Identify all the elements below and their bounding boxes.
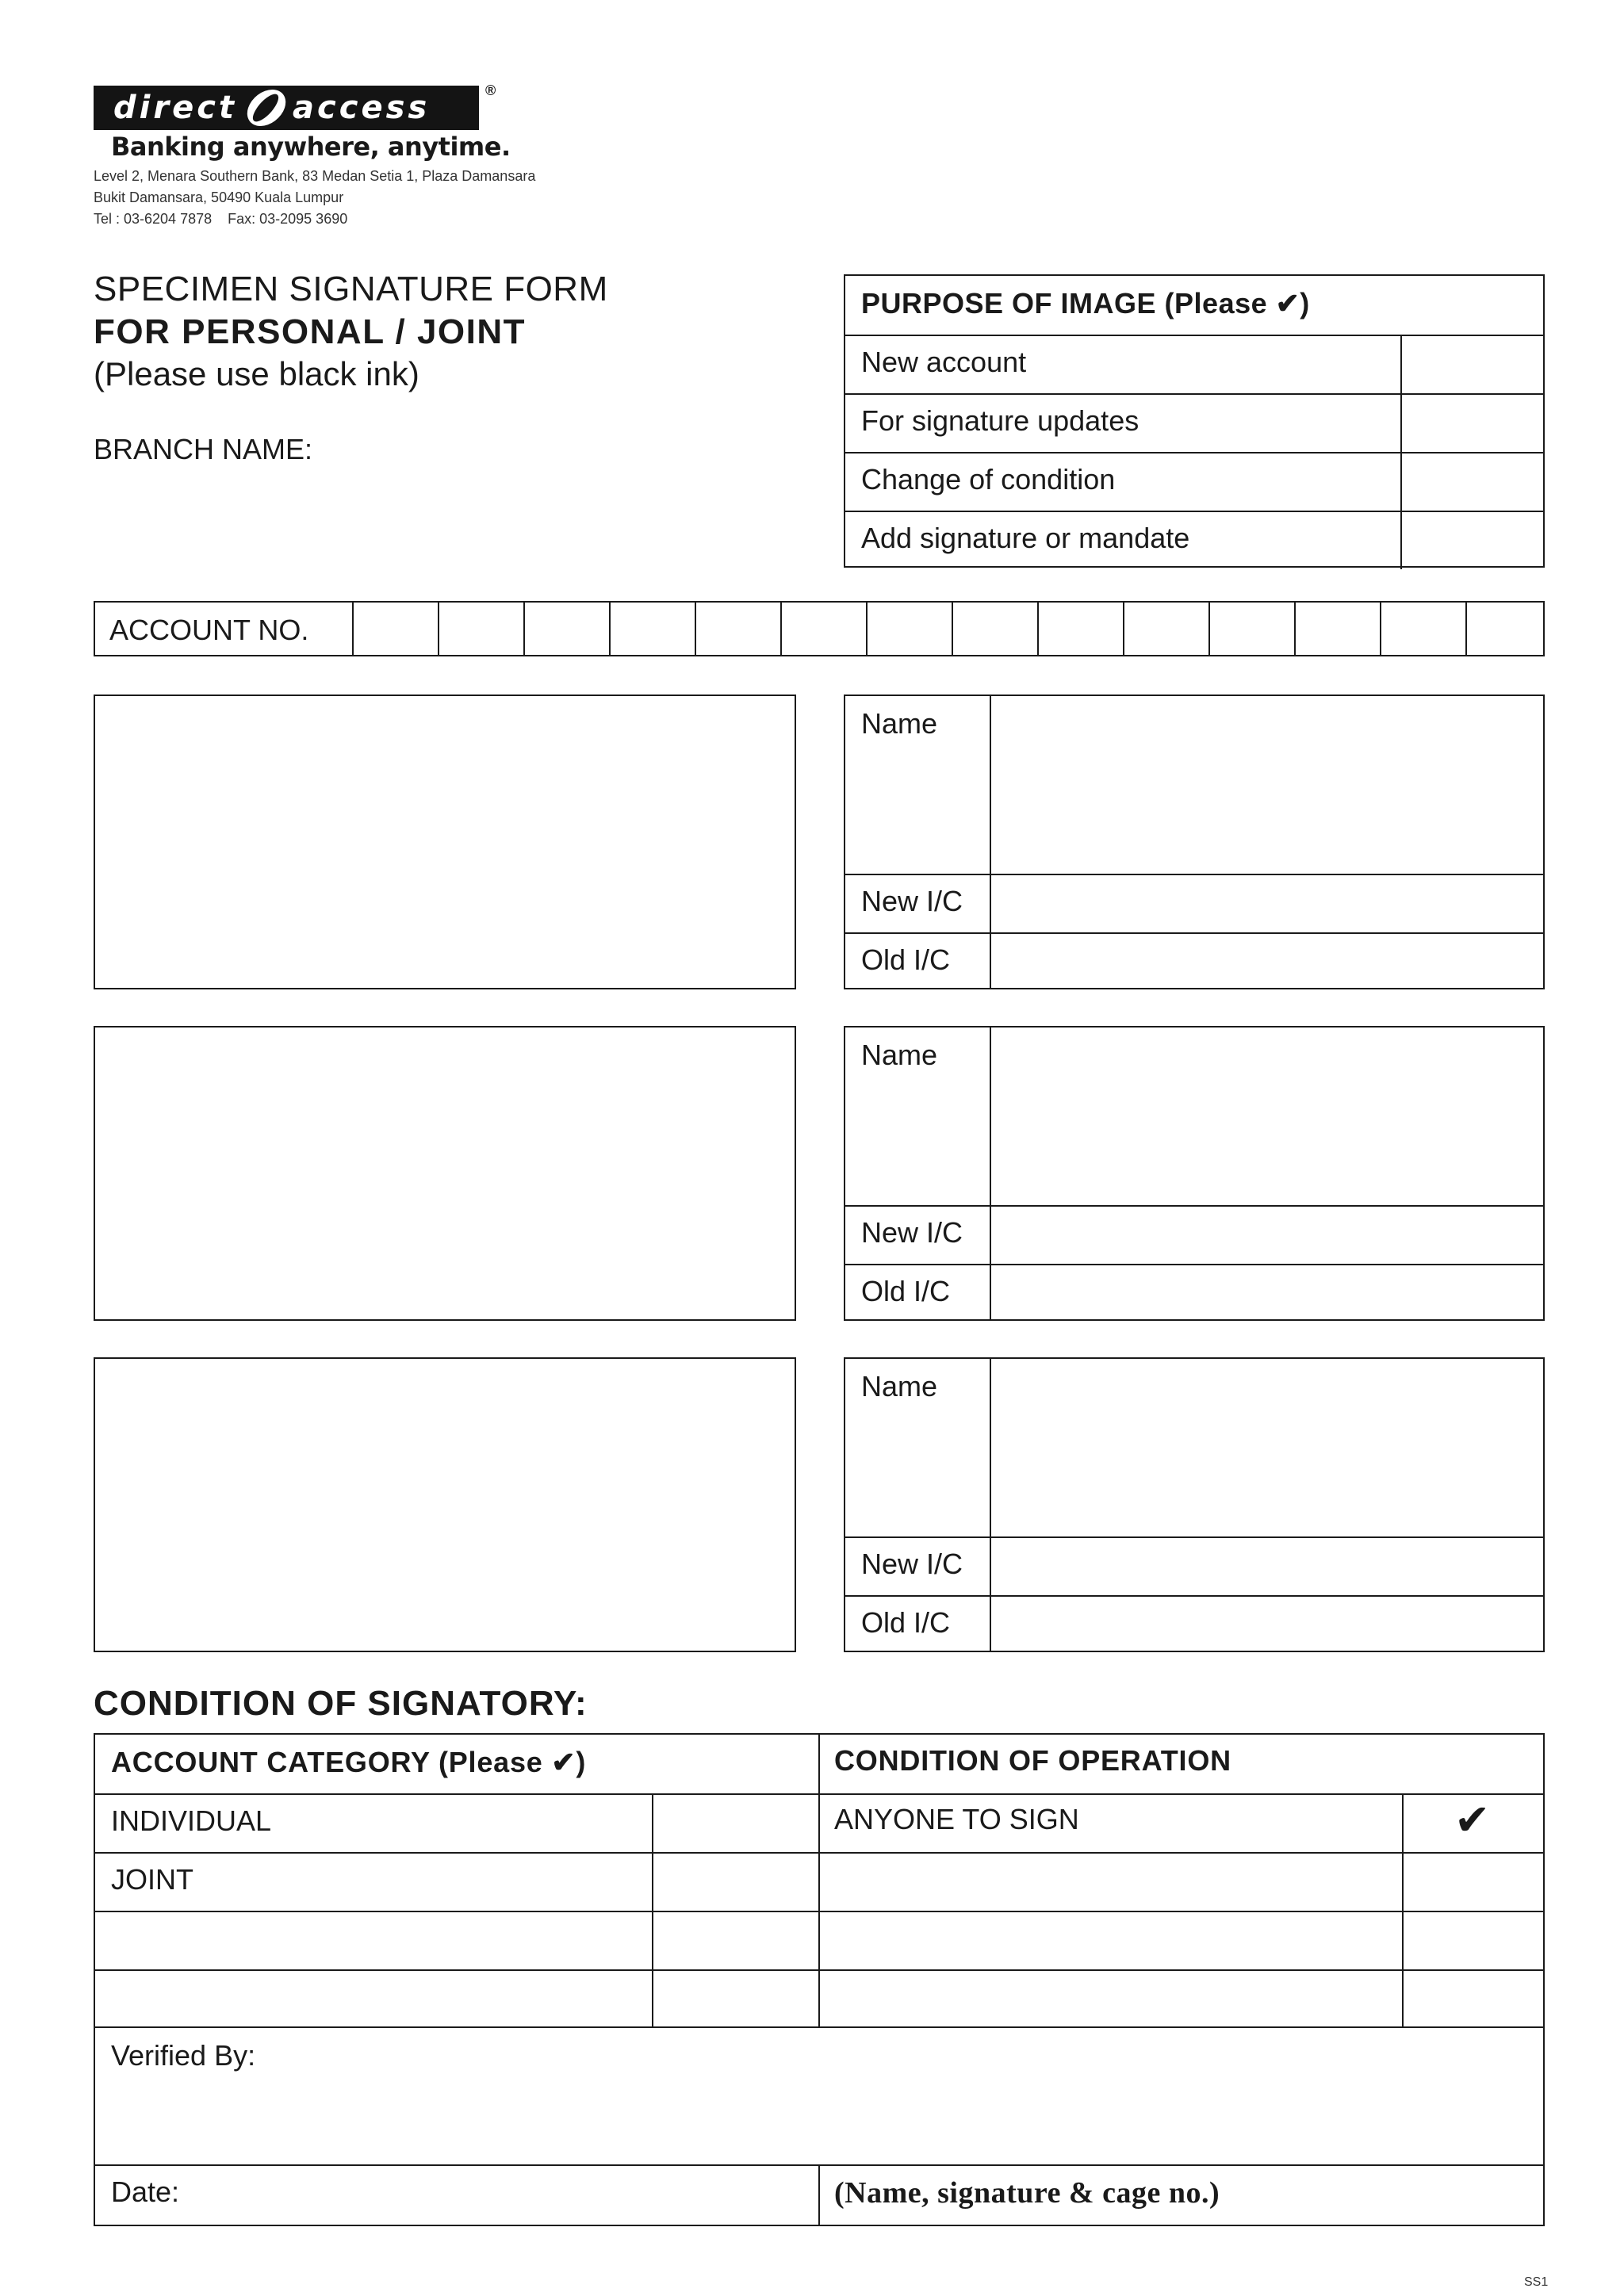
logo-word-access: access <box>293 90 431 126</box>
category-individual: INDIVIDUAL <box>111 1804 272 1837</box>
account-digit-cell-2[interactable] <box>439 603 523 655</box>
name-field-1[interactable] <box>991 696 1545 874</box>
account-number-row <box>94 601 1545 656</box>
old-ic-label: Old I/C <box>861 1275 951 1307</box>
category-checkbox-4[interactable] <box>653 1971 817 2026</box>
form-code: SS1 <box>1524 2275 1549 2289</box>
purpose-option-add-signature: Add signature or mandate <box>861 522 1190 554</box>
form-instruction: (Please use black ink) <box>94 355 419 392</box>
category-joint: JOINT <box>111 1863 193 1896</box>
verified-by-label: Verified By: <box>111 2039 256 2072</box>
name-field-2[interactable] <box>991 1027 1545 1205</box>
date-field[interactable] <box>95 2166 818 2226</box>
signatory-details-1 <box>844 695 1545 989</box>
address-line-2: Bukit Damansara, 50490 Kuala Lumpur <box>94 189 344 205</box>
name-label: Name <box>861 1039 938 1071</box>
old-ic-label: Old I/C <box>861 1606 951 1639</box>
operation-anyone-to-sign: ANYONE TO SIGN <box>834 1803 1079 1835</box>
date-label: Date: <box>111 2175 180 2208</box>
form-subtitle: FOR PERSONAL / JOINT <box>94 312 527 351</box>
old-ic-field-2[interactable] <box>991 1265 1545 1321</box>
condition-operation-header: CONDITION OF OPERATION <box>834 1744 1231 1777</box>
account-digit-cell-4[interactable] <box>611 603 695 655</box>
purpose-option-change-condition: Change of condition <box>861 463 1116 496</box>
purpose-table <box>844 274 1545 568</box>
category-checkbox-individual[interactable] <box>653 1795 817 1852</box>
operation-checkbox-2[interactable] <box>1404 1854 1545 1911</box>
form-title: SPECIMEN SIGNATURE FORM <box>94 270 608 308</box>
account-number-label: ACCOUNT NO. <box>109 614 309 646</box>
account-digit-cell-7[interactable] <box>868 603 952 655</box>
purpose-option-new-account: New account <box>861 346 1027 378</box>
address-line-1: Level 2, Menara Southern Bank, 83 Medan Setia 1, Plaza Damansara <box>94 168 536 184</box>
signature-box-3[interactable] <box>94 1357 796 1652</box>
name-label: Name <box>861 707 938 740</box>
purpose-checkbox-add-signature[interactable] <box>1402 512 1545 568</box>
branch-name-label: BRANCH NAME: <box>94 433 313 465</box>
purpose-option-signature-updates: For signature updates <box>861 404 1139 437</box>
signature-box-2[interactable] <box>94 1026 796 1321</box>
new-ic-field-2[interactable] <box>991 1207 1545 1264</box>
operation-checkbox-4[interactable] <box>1404 1971 1545 2026</box>
account-digit-cell-9[interactable] <box>1039 603 1123 655</box>
purpose-checkbox-change-condition[interactable] <box>1402 453 1545 511</box>
logo-swoosh-icon <box>243 90 291 126</box>
name-field-3[interactable] <box>991 1359 1545 1536</box>
signatory-details-3 <box>844 1357 1545 1652</box>
account-digit-cell-5[interactable] <box>696 603 780 655</box>
registered-mark-icon: ® <box>485 82 496 98</box>
operation-checkbox-anyone[interactable] <box>1404 1795 1545 1852</box>
condition-table <box>94 1733 1545 2226</box>
address-line-3: Tel : 03-6204 7878 Fax: 03-2095 3690 <box>94 211 348 227</box>
account-digit-cell-13[interactable] <box>1381 603 1465 655</box>
account-digit-cell-3[interactable] <box>525 603 609 655</box>
account-digit-cell-1[interactable] <box>354 603 438 655</box>
old-ic-field-1[interactable] <box>991 934 1545 989</box>
brand-logo <box>94 86 479 130</box>
signature-cage-note: (Name, signature & cage no.) <box>834 2176 1220 2210</box>
checkmark-icon: ✔ <box>1454 1795 1491 1845</box>
old-ic-label: Old I/C <box>861 943 951 976</box>
account-digit-cell-6[interactable] <box>782 603 866 655</box>
operation-checkbox-3[interactable] <box>1404 1912 1545 1969</box>
account-digit-cell-14[interactable] <box>1467 603 1545 655</box>
old-ic-field-3[interactable] <box>991 1597 1545 1652</box>
account-digit-cell-11[interactable] <box>1210 603 1294 655</box>
logo-word-direct: direct <box>113 90 238 126</box>
purpose-heading: PURPOSE OF IMAGE (Please ✔) <box>861 287 1310 320</box>
purpose-checkbox-signature-updates[interactable] <box>1402 395 1545 452</box>
condition-heading: CONDITION OF SIGNATORY: <box>94 1684 588 1723</box>
category-checkbox-3[interactable] <box>653 1912 817 1969</box>
verified-by-field[interactable] <box>95 2028 1545 2164</box>
brand-tagline: Banking anywhere, anytime. <box>111 132 511 162</box>
account-digit-cell-10[interactable] <box>1124 603 1208 655</box>
new-ic-field-1[interactable] <box>991 875 1545 932</box>
account-digit-cell-12[interactable] <box>1296 603 1380 655</box>
new-ic-label: New I/C <box>861 1548 963 1580</box>
signatory-details-2 <box>844 1026 1545 1321</box>
new-ic-label: New I/C <box>861 885 963 917</box>
purpose-checkbox-new-account[interactable] <box>1402 336 1545 393</box>
signature-box-1[interactable] <box>94 695 796 989</box>
account-category-header: ACCOUNT CATEGORY (Please ✔) <box>111 1746 587 1778</box>
account-digit-cell-8[interactable] <box>953 603 1037 655</box>
new-ic-label: New I/C <box>861 1216 963 1249</box>
category-checkbox-joint[interactable] <box>653 1854 817 1911</box>
new-ic-field-3[interactable] <box>991 1538 1545 1595</box>
name-label: Name <box>861 1370 938 1402</box>
